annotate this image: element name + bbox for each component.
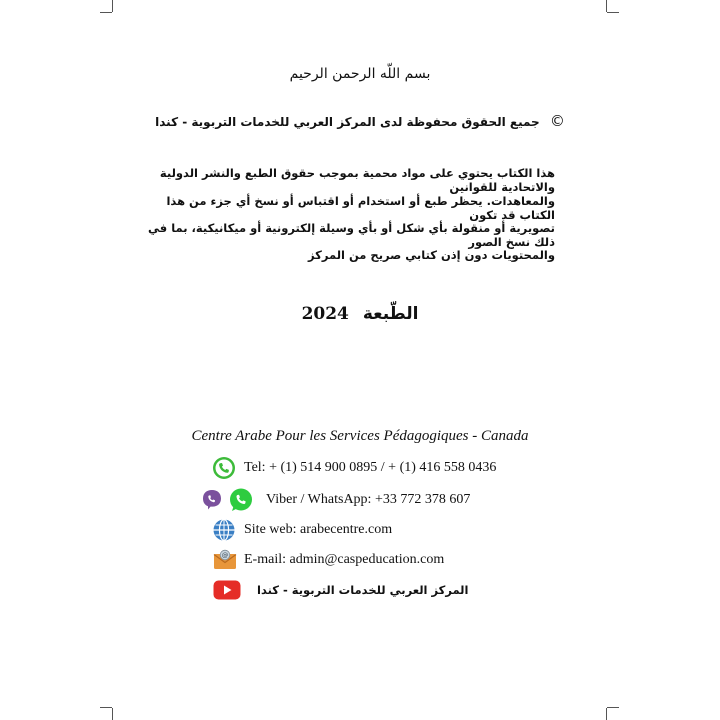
crop-mark-top-left-v [112, 0, 113, 12]
site-text: Site web: arabecentre.com [244, 522, 393, 537]
crop-mark-top-left-h [100, 12, 112, 13]
edition-year: 2024 [301, 304, 349, 324]
edition-label: الطّبعة [362, 304, 419, 324]
youtube-row [213, 580, 468, 600]
whatsapp-row [200, 487, 470, 513]
whatsapp-text: Viber / WhatsApp: +33 772 378 607 [266, 492, 471, 507]
crop-mark-bottom-right-h [607, 707, 619, 708]
youtube-channel-text: المركز العربي للخدمات التربوية - كندا [257, 583, 469, 597]
youtube-icon [213, 580, 241, 600]
globe-icon [212, 518, 236, 542]
phone-icon [212, 456, 236, 480]
copyright-line [0, 112, 720, 130]
tel-text: Tel: + (1) 514 900 0895 / + (1) 416 558 0436 [244, 460, 497, 475]
crop-mark-top-right-h [607, 12, 619, 13]
site-row [212, 518, 392, 542]
crop-mark-bottom-left-h [100, 707, 112, 708]
crop-mark-bottom-left-v [112, 708, 113, 720]
copyright-symbol: © [549, 112, 565, 130]
crop-mark-top-right-v [606, 0, 607, 12]
notice-line-4: والمحتويات دون إذن كتابي صريح من المركز [307, 248, 555, 262]
basmala: بسم اللّه الرحمن الرحيم [289, 66, 431, 82]
whatsapp-icon [228, 487, 254, 513]
notice-line-1: هذا الكتاب يحتوي على مواد محمية بموجب حقوق الطبع والنشر الدولية والاتحادية للقوانين [159, 166, 555, 194]
svg-text:@: @ [221, 551, 229, 560]
viber-icon [200, 488, 224, 512]
tel-row [212, 456, 496, 480]
edition [0, 304, 720, 324]
email-text: E-mail: admin@caspeducation.com [244, 552, 445, 567]
rights-text: جميع الحقوق محفوظة لدى المركز العربي للخدمات التربوية - كندا [155, 115, 540, 129]
notice-line-3: تصويرية أو منقولة بأي شكل أو بأي وسيلة إلكترونية أو ميكانيكية، بما في ذلك نسخ الصور [148, 221, 555, 249]
notice-line-2: والمعاهدات. يحظر طبع أو استخدام أو اقتباس أو نسخ أي جزء من هذا الكتاب قد تكون [166, 194, 555, 222]
centre-name: Centre Arabe Pour les Services Pédagogiques - Canada [191, 428, 529, 444]
email-row [213, 549, 444, 571]
crop-mark-bottom-right-v [606, 708, 607, 720]
mail-icon [213, 549, 237, 571]
